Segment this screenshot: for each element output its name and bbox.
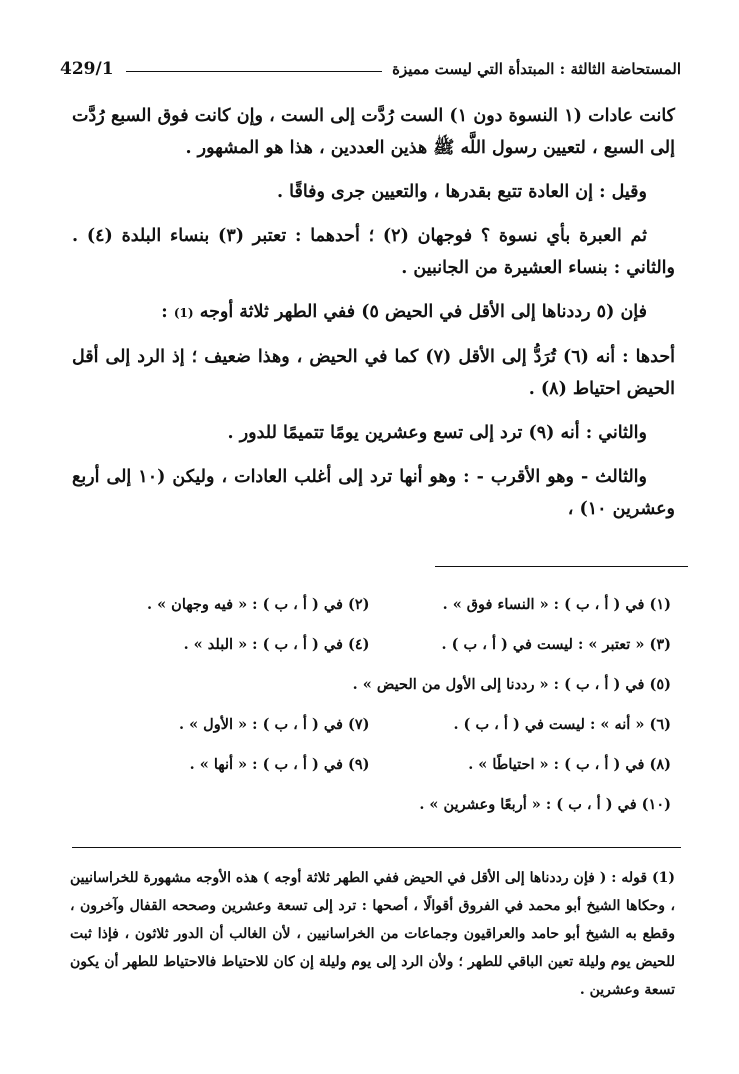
commentary-footnote: (1) قوله : ( فإن رددناها إلى الأقل في الحيض ففي الطهر ثلاثة أوجه ) هذه الأوجه مشهورة للخراسانيين ، وحكاها الشيخ أبو محمد في الفروق أقوالًا ، أصحها : ترد إلى تسعة وعشرين وصححه القفال وآخرون ، وقطع به الشيخ أبو حامد والعراقيون وجماعات من الخراسانيين ، لأن الغالب أن الدور ثلاثون ، فإذا ثبت للحيض يوم وليلة تعين الباقي للطهر ؛ ولأن الرد إلى يوم وليلة إن كان للاحتياط فالاحتياط للطهر أن يكون تسعة وعشرين . bbox=[70, 870, 675, 998]
note-row bbox=[72, 744, 675, 784]
note-row bbox=[72, 704, 675, 744]
footnote-separator bbox=[72, 847, 681, 848]
paragraph-2: وقيل : إن العادة تتبع بقدرها ، والتعيين جرى وفاقًا . bbox=[276, 182, 647, 202]
main-text bbox=[72, 100, 675, 537]
paragraph-4-text: فإن (٥ رددناها إلى الأقل في الحيض ٥) ففي الطهر ثلاثة أوجه bbox=[199, 302, 647, 322]
note-10: (١٠) في ( أ ، ب ) : « أربعًا وعشرين » . bbox=[419, 795, 671, 813]
footnote-marker: (1) bbox=[173, 306, 194, 320]
paragraph-5: أحدها : أنه (٦) تُرَدُّ إلى الأقل (٧) كما في الحيض ، وهذا ضعيف ؛ إذ الرد إلى أقل الحيض احتياط (٨) . bbox=[72, 347, 675, 399]
paragraph-6: والثاني : أنه (٩) ترد إلى تسع وعشرين يومًا تتميمًا للدور . bbox=[227, 423, 647, 443]
note-row bbox=[72, 624, 675, 664]
note-1: (١) في ( أ ، ب ) : « النساء فوق » . bbox=[442, 595, 671, 613]
note-7: (٧) في ( أ ، ب ) : « الأول » . bbox=[178, 715, 370, 733]
note-row bbox=[72, 784, 675, 824]
header-rule bbox=[126, 71, 383, 72]
note-row bbox=[72, 664, 675, 704]
note-4: (٤) في ( أ ، ب ) : « البلد » . bbox=[183, 635, 370, 653]
note-3: (٣) « تعتبر » : ليست في ( أ ، ب ) . bbox=[441, 635, 671, 653]
note-2: (٢) في ( أ ، ب ) : « فيه وجهان » . bbox=[146, 595, 370, 613]
note-9: (٩) في ( أ ، ب ) : « أنها » . bbox=[189, 755, 370, 773]
note-8: (٨) في ( أ ، ب ) : « احتياطًا » . bbox=[468, 755, 671, 773]
note-6: (٦) « أنه » : ليست في ( أ ، ب ) . bbox=[453, 715, 671, 733]
header-title: المستحاضة الثالثة : المبتدأة التي ليست مميزة bbox=[392, 60, 681, 78]
running-header bbox=[60, 56, 681, 82]
variant-notes bbox=[72, 584, 675, 824]
paragraph-4 bbox=[72, 296, 675, 329]
page-number: 429/1 bbox=[60, 59, 114, 79]
note-5: (٥) في ( أ ، ب ) : « رددنا إلى الأول من الحيض » . bbox=[352, 675, 671, 693]
paragraph-3: ثم العبرة بأي نسوة ؟ فوجهان (٢) ؛ أحدهما : تعتبر (٣) بنساء البلدة (٤) . والثاني : بنساء العشيرة من الجانبين . bbox=[72, 226, 675, 278]
paragraph-1: كانت عادات (١ النسوة دون ١) الست رُدَّت إلى الست ، وإن كانت فوق السبع رُدَّت إلى السبع ، لتعيين رسول اللَّه ﷺ هذين العددين ، هذا هو المشهور . bbox=[72, 106, 675, 158]
paragraph-7: والثالث - وهو الأقرب - : وهو أنها ترد إلى أغلب العادات ، وليكن (١٠ إلى أربع وعشرين ١٠) ، bbox=[72, 467, 675, 519]
paragraph-4-end: : bbox=[161, 302, 174, 322]
notes-separator bbox=[435, 566, 688, 567]
note-row bbox=[72, 584, 675, 624]
